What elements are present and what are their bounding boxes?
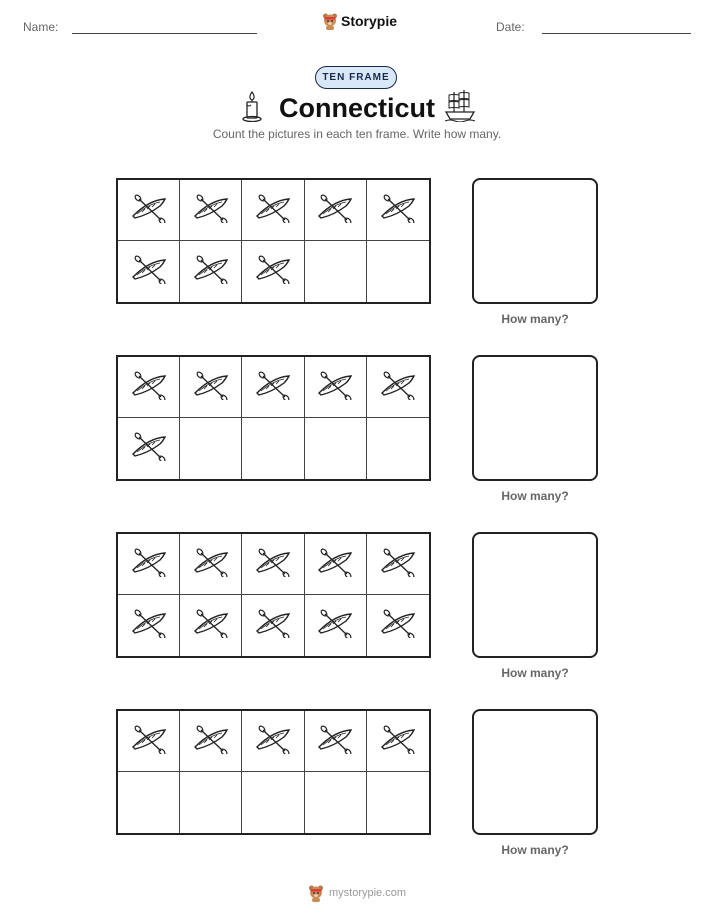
ten-frame-cell [118,180,180,241]
canoe-icon [379,724,417,759]
canoe-icon [254,547,292,582]
ten-frame-cell [180,772,242,833]
canoe-icon [379,193,417,228]
ten-frame-1 [116,178,431,304]
ten-frame-cell [180,357,242,418]
date-label: Date: [496,20,525,34]
canoe-icon [192,608,230,643]
brand-logo [322,12,397,30]
canoe-icon [316,547,354,582]
bear-icon [322,12,338,30]
canoe-icon [254,193,292,228]
canoe-icon [379,608,417,643]
ten-frame-cell [367,595,429,656]
answer-box-2[interactable] [472,355,598,481]
ten-frame-cell [180,534,242,595]
footer-url: mystorypie.com [328,887,407,899]
sailing-ship-icon [444,88,476,122]
ten-frame-cell [118,241,180,302]
brand-name: Storypie [341,13,398,29]
ten-frame-cell [180,595,242,656]
page-title: Connecticut [278,93,435,123]
how-many-label-2: How many? [501,489,569,503]
answer-box-4[interactable] [472,709,598,835]
ten-frame-cell [180,180,242,241]
ten-frame-cell [242,711,304,772]
ten-frame-cell [305,357,367,418]
canoe-icon [316,724,354,759]
how-many-label-3: How many? [501,666,569,680]
canoe-icon [316,193,354,228]
footer-bear-icon [308,884,324,902]
ten-frame-cell [118,418,180,479]
ten-frame-cell [242,180,304,241]
ten-frame-cell [242,772,304,833]
ten-frame-cell [367,241,429,302]
answer-box-3[interactable] [472,532,598,658]
canoe-icon [254,254,292,289]
ten-frame-4 [116,709,431,835]
ten-frame-cell [305,534,367,595]
date-line[interactable] [542,33,691,34]
canoe-icon [254,724,292,759]
canoe-icon [254,608,292,643]
ten-frame-cell [367,418,429,479]
how-many-label-4: How many? [501,843,569,857]
canoe-icon [192,254,230,289]
ten-frame-cell [242,534,304,595]
ten-frame-cell [118,772,180,833]
canoe-icon [192,547,230,582]
canoe-icon [130,547,168,582]
footer [0,884,714,902]
canoe-icon [379,547,417,582]
ten-frame-cell [367,534,429,595]
name-label: Name: [23,20,59,34]
ten-frame-cell [367,711,429,772]
ten-frame-cell [180,418,242,479]
canoe-icon [130,193,168,228]
canoe-icon [130,608,168,643]
canoe-icon [192,724,230,759]
ten-frame-cell [305,180,367,241]
canoe-icon [130,254,168,289]
ten-frame-cell [305,595,367,656]
canoe-icon [130,431,168,466]
ten-frame-cell [305,772,367,833]
ten-frame-cell [242,357,304,418]
ten-frame-cell [242,595,304,656]
ten-frame-cell [118,711,180,772]
ten-frame-cell [118,534,180,595]
name-line[interactable] [72,33,257,34]
canoe-icon [192,370,230,405]
canoe-icon [316,370,354,405]
canoe-icon [130,370,168,405]
ten-frame-cell [305,711,367,772]
ten-frame-2 [116,355,431,481]
canoe-icon [254,370,292,405]
ten-frame-cell [242,241,304,302]
ten-frame-cell [118,595,180,656]
ten-frame-cell [367,357,429,418]
ten-frame-cell [180,241,242,302]
ten-frame-badge: TEN FRAME [315,66,397,89]
instructions: Count the pictures in each ten frame. Write how many. [212,127,502,141]
ten-frame-cell [305,241,367,302]
how-many-label-1: How many? [501,312,569,326]
canoe-icon [316,608,354,643]
canoe-icon [379,370,417,405]
ten-frame-cell [180,711,242,772]
ten-frame-cell [367,772,429,833]
ten-frame-cell [367,180,429,241]
canoe-icon [192,193,230,228]
answer-box-1[interactable] [472,178,598,304]
ten-frame-cell [118,357,180,418]
ten-frame-cell [242,418,304,479]
ten-frame-3 [116,532,431,658]
ten-frame-cell [305,418,367,479]
canoe-icon [130,724,168,759]
